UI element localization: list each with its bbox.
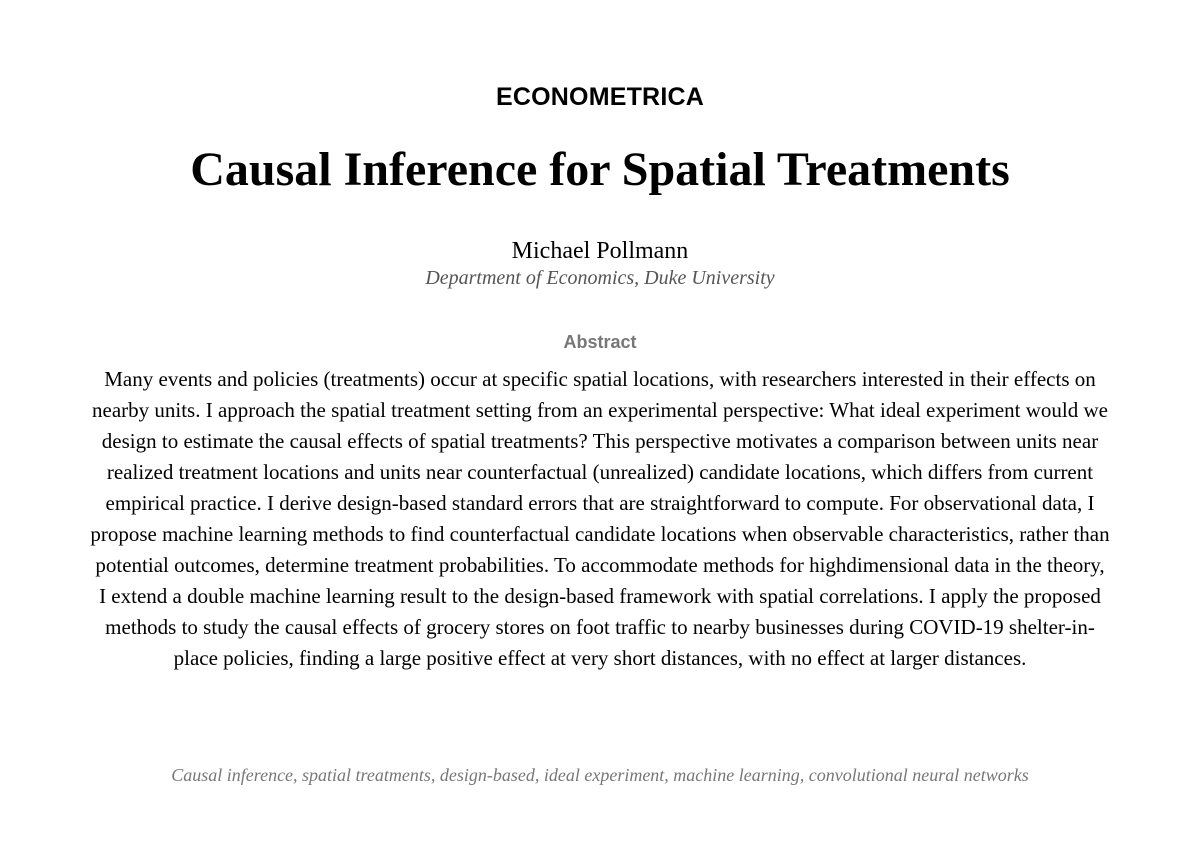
keywords: Causal inference, spatial treatments, design-based, ideal experiment, machine learning, convolutional neural networks xyxy=(171,765,1029,785)
author-name: Michael Pollmann xyxy=(511,238,689,264)
author-affiliation: Department of Economics, Duke University xyxy=(425,267,775,289)
abstract-text: Many events and policies (treatments) occur at specific spatial locations, with researchers interested in their effects on nearby units. I approach the spatial treatment setting from an experimental perspective: What ideal experiment would we design to estimate the causal effects of spatial treatments? This perspective motivates a comparison between units near realized treatment locations and units near counterfactual (unrealized) candidate locations, which differs from current empirical practice. I derive design-based standard errors that are straightforward to compute. For observational data, I propose machine learning methods to find counterfactual candidate locations when observable characteristics, rather than potential outcomes, determine treatment probabilities. To accommodate methods for highdimensional data in the theory, I extend a double machine learning result to the design-based framework with spatial correlations. I apply the proposed methods to study the causal effects of grocery stores on foot traffic to nearby businesses during COVID-19 shelter-in-place policies, finding a large positive effect at very short distances, with no effect at larger distances. xyxy=(90,367,1110,670)
journal-name: ECONOMETRICA xyxy=(496,83,704,111)
abstract-heading: Abstract xyxy=(563,332,637,352)
paper-title: Causal Inference for Spatial Treatments xyxy=(190,143,1010,196)
